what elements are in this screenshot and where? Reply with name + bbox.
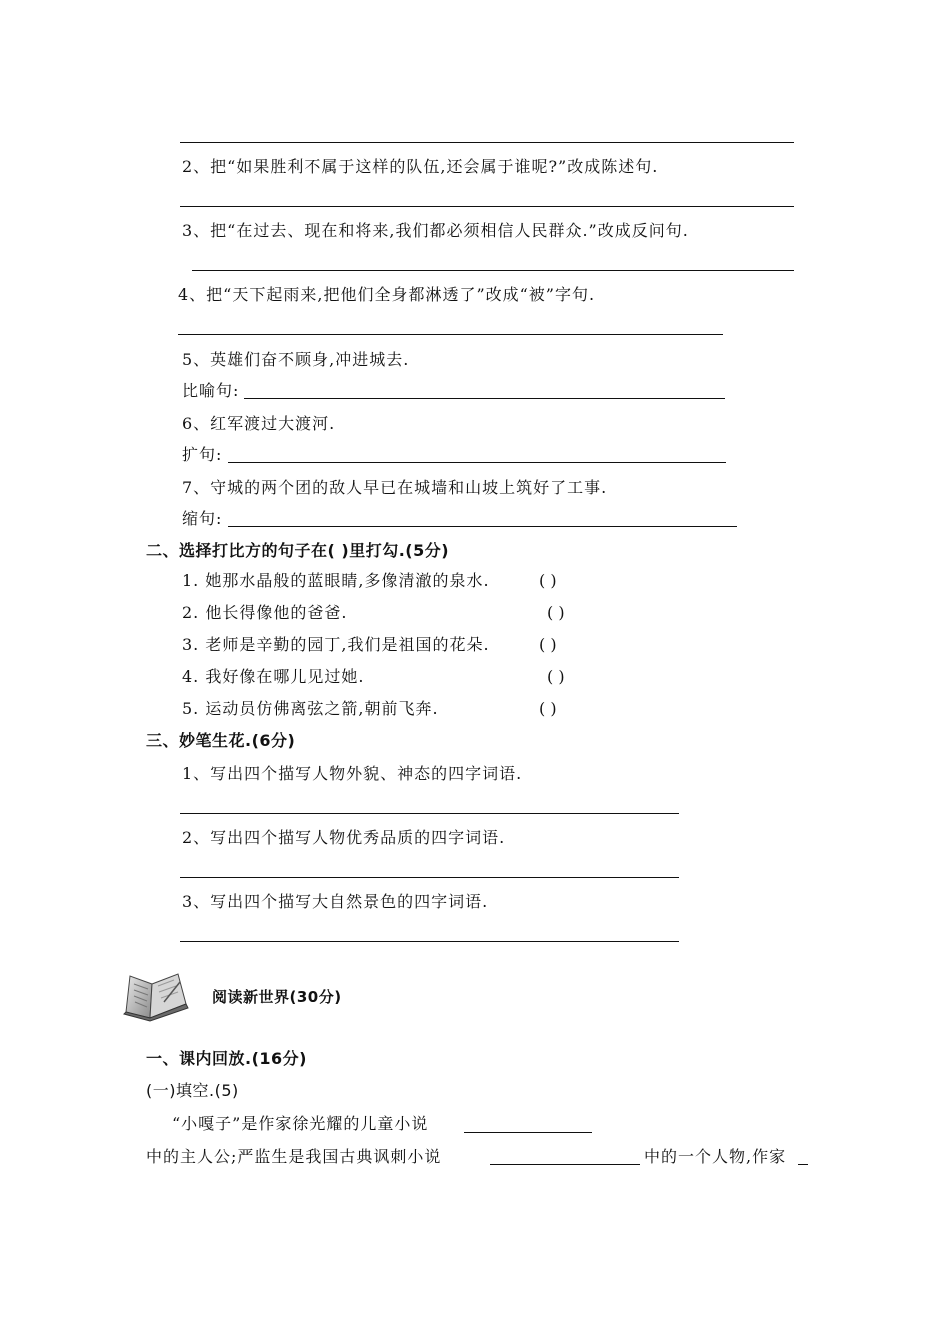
answer-line-4[interactable]	[178, 334, 723, 335]
reading-paragraph-line-2a: 中的主人公;严监生是我国古典讽刺小说	[146, 1147, 442, 1166]
choice-1-answer-box[interactable]: ( )	[539, 571, 557, 590]
answer-line-1[interactable]	[180, 142, 794, 143]
choice-2: 2. 他长得像他的爸爸.	[182, 603, 348, 622]
open-book-icon	[120, 968, 190, 1024]
choice-3: 3. 老师是辛勤的园丁,我们是祖国的花朵.	[182, 635, 490, 654]
question-7: 7、守城的两个团的敌人早已在城墙和山坡上筑好了工事.	[182, 478, 608, 497]
choice-3-answer-box[interactable]: ( )	[539, 635, 557, 654]
writing-task-3: 3、写出四个描写大自然景色的四字词语.	[182, 892, 489, 911]
writing-task-2: 2、写出四个描写人物优秀品质的四字词语.	[182, 828, 506, 847]
choice-1: 1. 她那水晶般的蓝眼睛,多像清澈的泉水.	[182, 571, 490, 590]
reading-subheading-fill: (一)填空.(5)	[146, 1081, 239, 1100]
reading-title: 阅读新世界(30分)	[212, 988, 342, 1006]
choice-4: 4. 我好像在哪儿见过她.	[182, 667, 365, 686]
answer-line-task-1[interactable]	[180, 813, 679, 814]
answer-line-3[interactable]	[192, 270, 794, 271]
blank-novel-1[interactable]	[464, 1132, 592, 1133]
blank-author-start[interactable]	[798, 1164, 808, 1165]
choice-5-answer-box[interactable]: ( )	[539, 699, 557, 718]
question-4: 4、把“天下起雨来,把他们全身都淋透了”改成“被”字句.	[178, 285, 596, 304]
answer-line-task-3[interactable]	[180, 941, 679, 942]
answer-line-shorten[interactable]	[228, 526, 737, 527]
answer-line-2[interactable]	[180, 206, 794, 207]
question-6: 6、红军渡过大渡河.	[182, 414, 336, 433]
choice-5: 5. 运动员仿佛离弦之箭,朝前飞奔.	[182, 699, 439, 718]
reading-subheading-1: 一、课内回放.(16分)	[146, 1049, 307, 1068]
section-3-heading: 三、妙笔生花.(6分)	[146, 731, 296, 750]
section-2-heading: 二、选择打比方的句子在( )里打勾.(5分)	[146, 541, 450, 560]
reading-paragraph-line-2b: 中的一个人物,作家	[644, 1147, 787, 1166]
answer-line-task-2[interactable]	[180, 877, 679, 878]
blank-novel-2[interactable]	[490, 1164, 640, 1165]
shorten-label: 缩句:	[182, 509, 223, 528]
question-2: 2、把“如果胜利不属于这样的队伍,还会属于谁呢?”改成陈述句.	[182, 157, 659, 176]
choice-2-answer-box[interactable]: ( )	[547, 603, 565, 622]
question-3: 3、把“在过去、现在和将来,我们都必须相信人民群众.”改成反问句.	[182, 221, 689, 240]
writing-task-1: 1、写出四个描写人物外貌、神态的四字词语.	[182, 764, 523, 783]
reading-paragraph-line-1: “小嘎子”是作家徐光耀的儿童小说	[172, 1114, 429, 1133]
question-5: 5、英雄们奋不顾身,冲进城去.	[182, 350, 410, 369]
answer-line-simile[interactable]	[244, 398, 725, 399]
answer-line-expand[interactable]	[228, 462, 726, 463]
expand-label: 扩句:	[182, 445, 223, 464]
simile-label: 比喻句:	[182, 381, 240, 400]
choice-4-answer-box[interactable]: ( )	[547, 667, 565, 686]
